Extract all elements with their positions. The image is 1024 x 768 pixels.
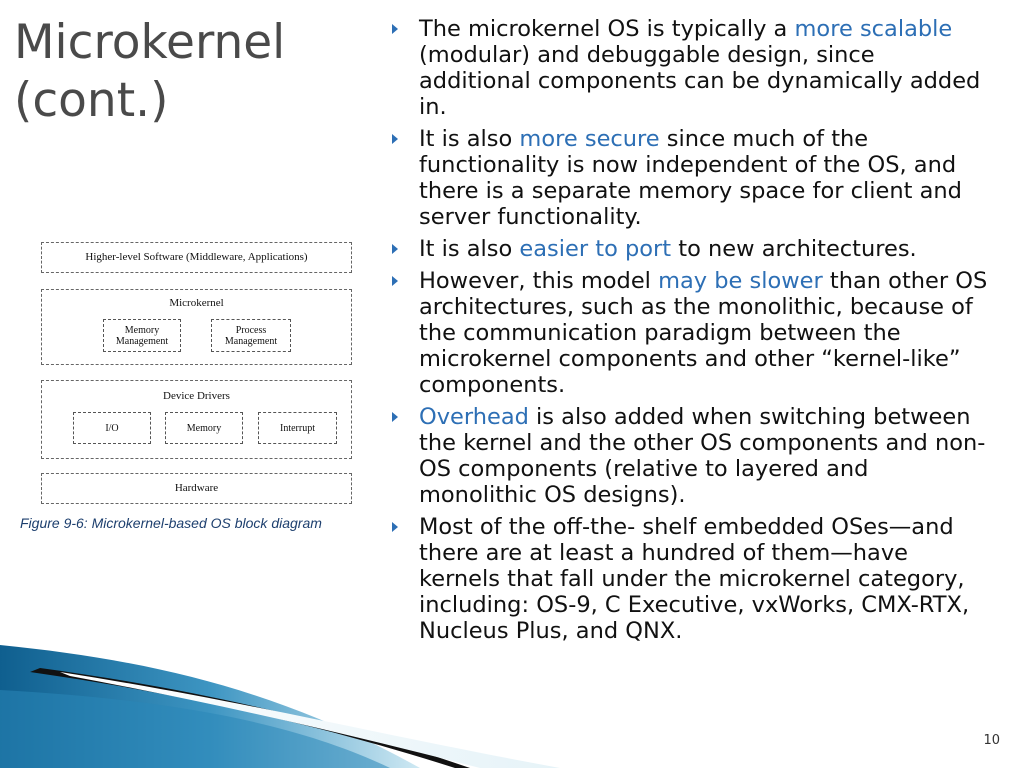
process-management-line-2: Management [224, 335, 278, 347]
bullet-arrow-icon [392, 522, 398, 532]
memory-label: Memory [186, 422, 222, 434]
hardware-label: Hardware [174, 482, 219, 494]
bullet-highlight: easier to port [519, 236, 672, 262]
bullet-text: Most of the off-the- shelf embedded OSes—and there are at least a hundred of them—have kernels that fall under the microkernel category, including: OS-9, C Executive, vxWorks, CMX-RTX, Nucleus Plus, and QNX. [419, 514, 970, 644]
interrupt-label: Interrupt [280, 422, 315, 434]
bullet-item [392, 268, 992, 398]
memory-management-line-2: Management [115, 335, 169, 347]
microkernel-box [41, 289, 352, 365]
microkernel-label: Microkernel [169, 297, 224, 309]
bullet-item [392, 126, 992, 230]
figure-caption: Figure 9-6: Microkernel-based OS block diagram [20, 515, 322, 531]
bullet-item [392, 404, 992, 508]
io-box [73, 412, 151, 444]
bullet-text: to new architectures. [671, 236, 917, 262]
bullet-highlight: more scalable [794, 16, 953, 42]
slide-title [14, 14, 285, 130]
title-line-1: Microkernel [14, 15, 286, 70]
bullet-item [392, 16, 992, 120]
memory-box [165, 412, 243, 444]
device-drivers-box [41, 380, 352, 459]
bullet-list [392, 16, 992, 650]
bullet-text: The microkernel OS is typically a [419, 16, 795, 42]
interrupt-box [258, 412, 337, 444]
io-label: I/O [105, 422, 119, 434]
higher-level-software-box [41, 242, 352, 273]
memory-management-box [103, 319, 181, 352]
bullet-text: However, this model [419, 268, 659, 294]
process-management-line-1: Process [235, 324, 267, 336]
bullet-arrow-icon [392, 244, 398, 254]
hardware-box [41, 473, 352, 504]
process-management-box [211, 319, 291, 352]
bullet-arrow-icon [392, 412, 398, 422]
bullet-text: is also added when switching between the kernel and the other OS components and non-OS components (relative to layered and monolithic OS designs). [419, 404, 986, 508]
higher-level-software-label: Higher-level Software (Middleware, Applications) [85, 251, 308, 263]
bullet-arrow-icon [392, 24, 398, 34]
bullet-arrow-icon [392, 276, 398, 286]
bullet-highlight: may be slower [658, 268, 823, 294]
memory-management-line-1: Memory [124, 324, 160, 336]
bullet-item [392, 236, 992, 262]
bullet-text: It is also [419, 236, 520, 262]
bullet-text: It is also [419, 126, 520, 152]
bullet-highlight: Overhead [419, 404, 529, 430]
bullet-item [392, 514, 992, 644]
bullet-highlight: more secure [519, 126, 660, 152]
bullet-text: since much of the functionality is now independent of the OS, and there is a separate memory space for client and server functionality. [419, 126, 962, 230]
title-line-2: (cont.) [14, 73, 169, 128]
bullet-text: (modular) and debuggable design, since additional components can be dynamically added in. [419, 42, 981, 120]
bullet-text: than other OS architectures, such as the monolithic, because of the communication paradigm between the microkernel components and other “kernel-like” components. [419, 268, 988, 398]
bullet-arrow-icon [392, 134, 398, 144]
device-drivers-label: Device Drivers [163, 390, 230, 402]
page-number: 10 [983, 733, 1000, 748]
